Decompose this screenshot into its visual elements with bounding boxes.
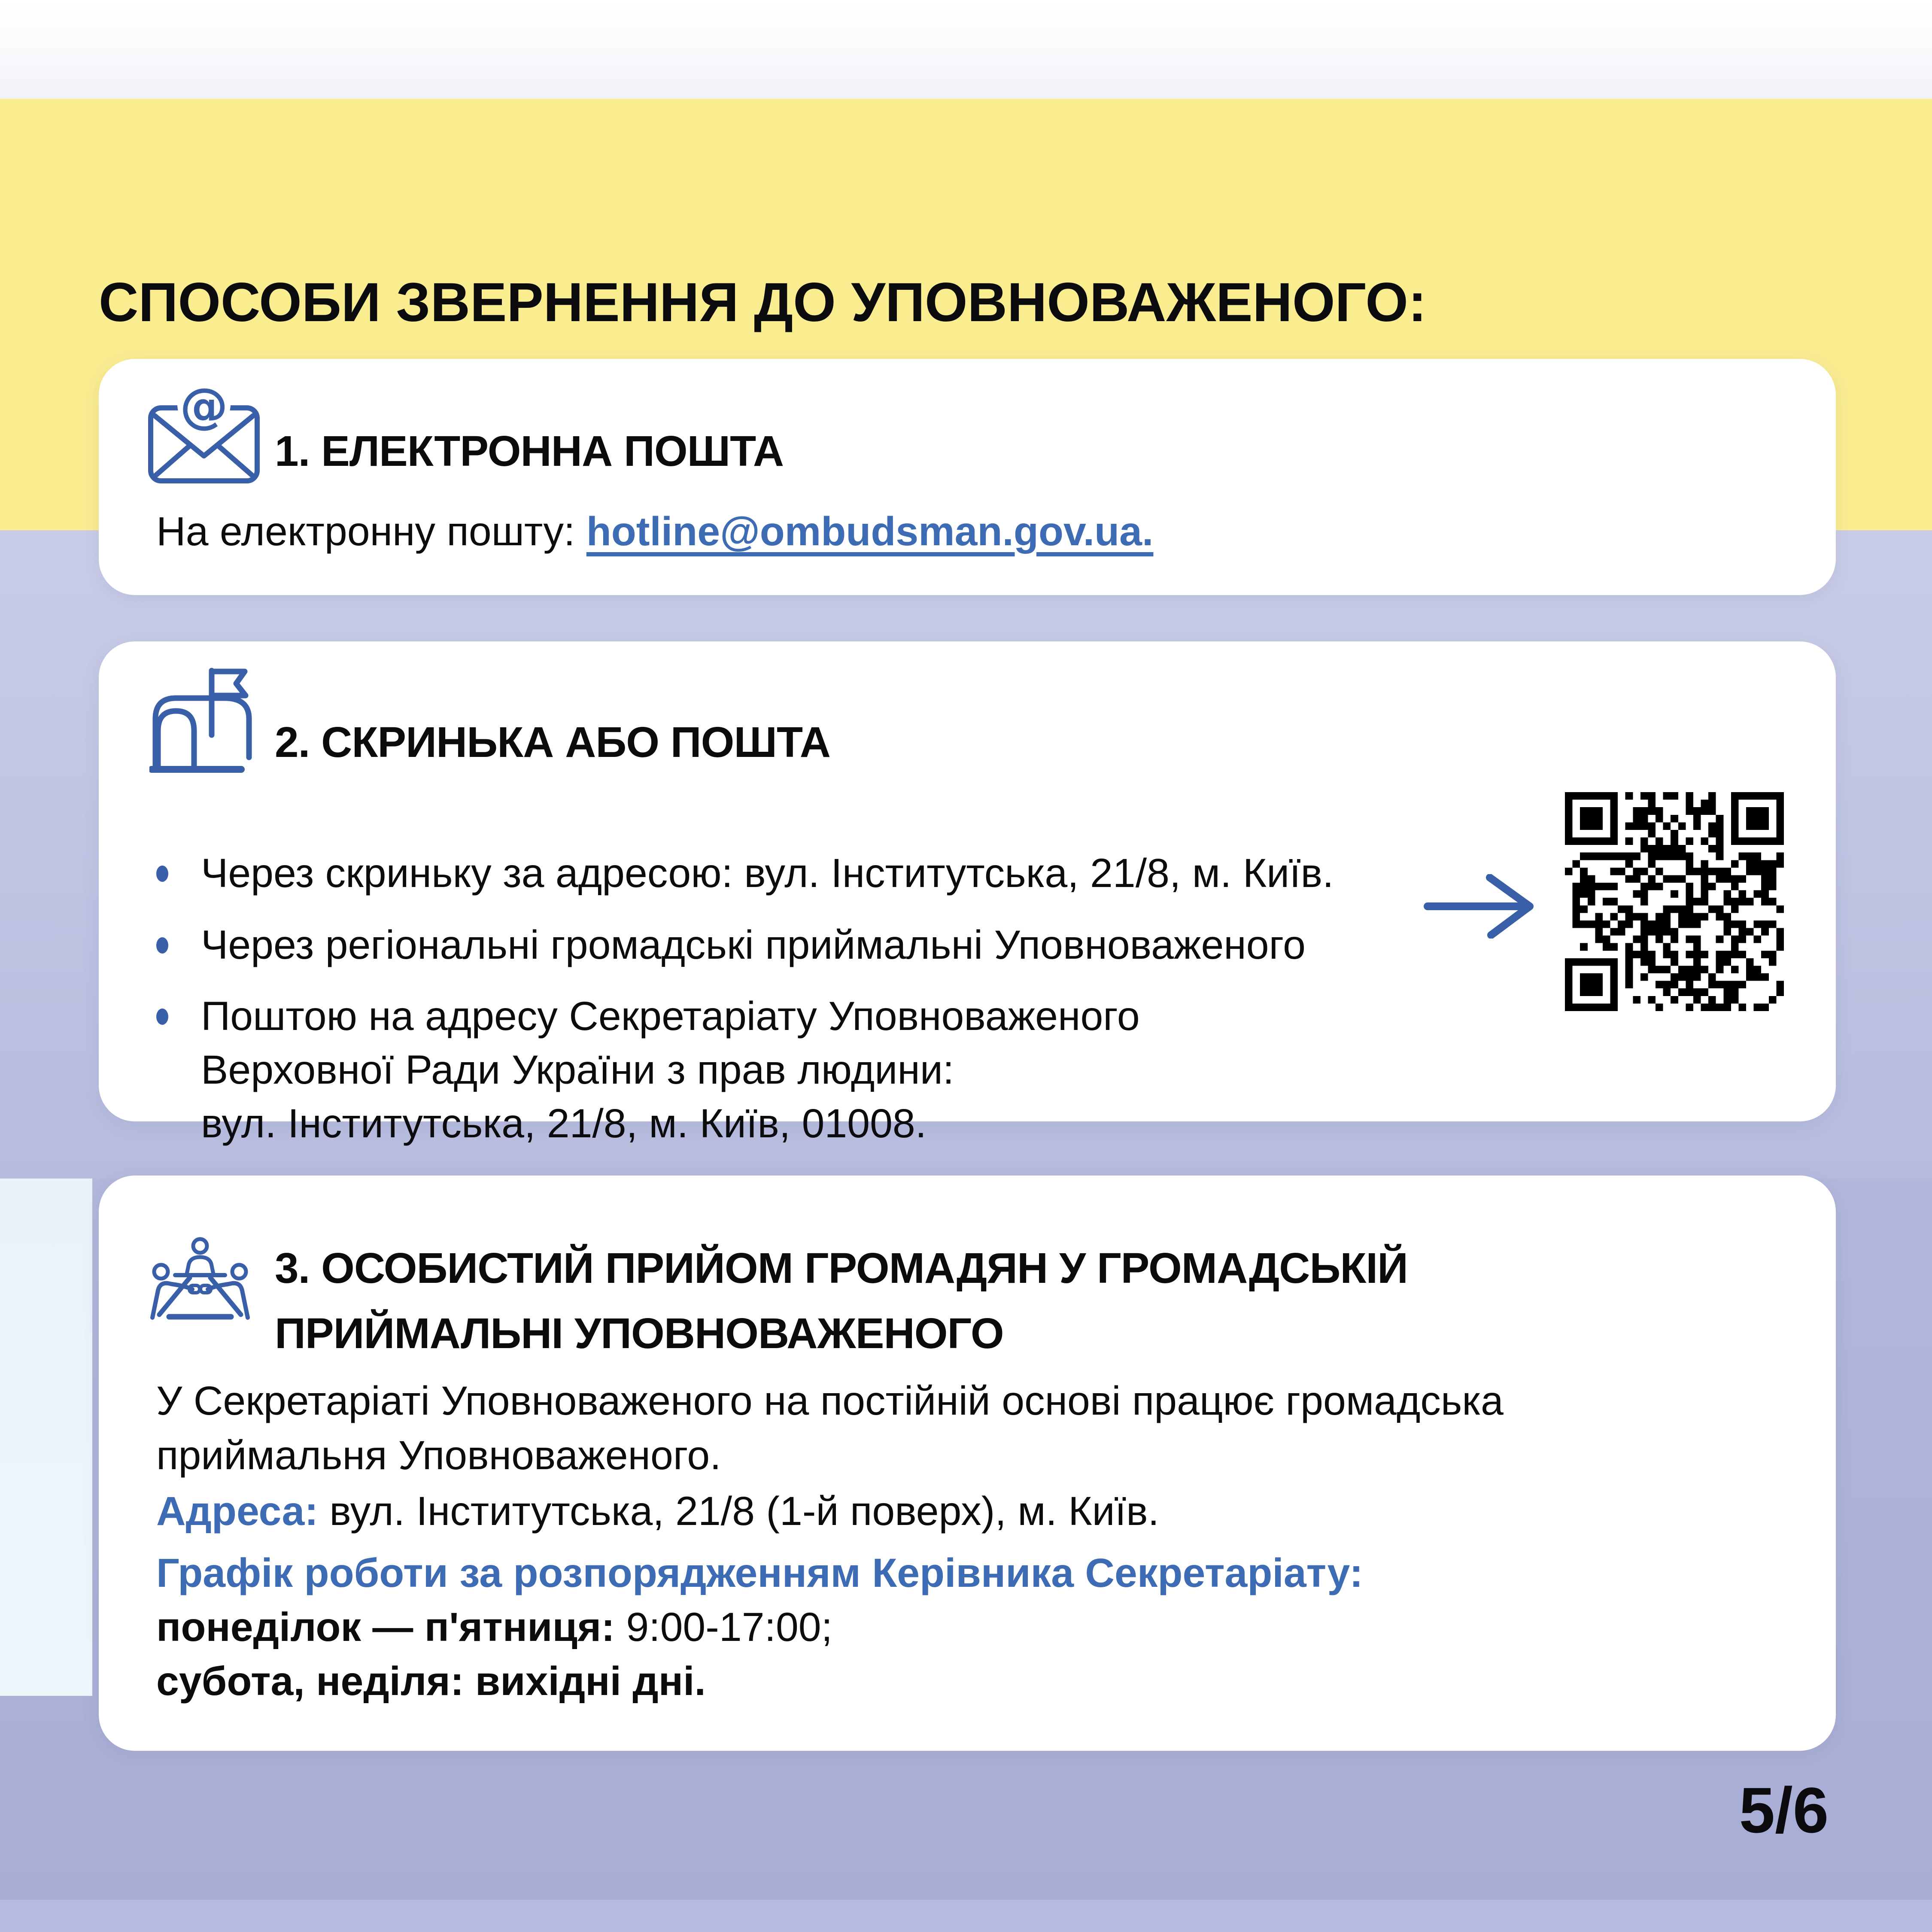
reception-weekdays [156, 1604, 832, 1651]
card-mailbox-heading: 2. СКРИНЬКА АБО ПОШТА [275, 718, 830, 766]
reception-paragraph-line1: У Секретаріаті Уповноваженого на постійній основі працює громадська [156, 1378, 1504, 1424]
page-number: 5/6 [1739, 1774, 1829, 1846]
card-mailbox [99, 641, 1836, 1146]
background-lightblue-strip [0, 1179, 92, 1696]
weekdays-value: 9:00-17:00; [614, 1604, 833, 1650]
email-body-prefix: На електронну пошту: [156, 509, 586, 554]
email-at-envelope-icon [147, 381, 261, 489]
page-title: СПОСОБИ ЗВЕРНЕННЯ ДО УПОВНОВАЖЕНОГО: [99, 271, 1427, 333]
card-reception [99, 1176, 1836, 1751]
email-link[interactable]: hotline@ombudsman.gov.ua. [586, 509, 1154, 554]
reception-heading-line1: 3. ОСОБИСТИЙ ПРИЙОМ ГРОМАДЯН У ГРОМАДСЬКІЙ [275, 1244, 1408, 1292]
weekdays-label: понеділок — п'ятниця: [156, 1604, 615, 1650]
people-meeting-table-icon [145, 1230, 255, 1327]
reception-schedule-label: Графік роботи за розпорядженням Керівника Секретаріату: [156, 1550, 1363, 1596]
bullet-post-line2: Верховної Ради України з прав людини: [201, 1047, 954, 1093]
card-email-body [156, 508, 1153, 555]
reception-address [156, 1488, 1159, 1535]
qr-code [1565, 792, 1784, 1011]
card-email [99, 359, 1836, 595]
card-email-heading: 1. ЕЛЕКТРОННА ПОШТА [275, 427, 784, 475]
reception-paragraph-line2: приймальня Уповноваженого. [156, 1433, 721, 1478]
mailbox-flag-icon [149, 666, 252, 774]
reception-paragraph [156, 1374, 1504, 1483]
reception-weekend: субота, неділя: вихідні дні. [156, 1659, 706, 1704]
address-label: Адреса: [156, 1488, 318, 1534]
mailbox-bullet-regional: Через регіональні громадські приймальні Уповноваженого [156, 918, 1306, 972]
svg-text:@: @ [180, 381, 228, 434]
background-white-band [0, 0, 1932, 99]
bullet-post-line1: Поштою на адресу Секретаріату Уповноваженого [201, 993, 1140, 1039]
card-reception-heading [275, 1236, 1408, 1366]
background-lavender-band-bottom [0, 1900, 1932, 1932]
mailbox-bullet-dropbox: Через скриньку за адресою: вул. Інститутська, 21/8, м. Київ. [156, 847, 1334, 900]
address-value: вул. Інститутська, 21/8 (1-й поверх), м. Київ. [318, 1488, 1159, 1534]
right-arrow-icon [1423, 874, 1535, 939]
reception-heading-line2: ПРИЙМАЛЬНІ УПОВНОВАЖЕНОГО [275, 1309, 1004, 1358]
bullet-post-line3: вул. Інститутська, 21/8, м. Київ, 01008. [201, 1101, 927, 1146]
mailbox-bullet-post [156, 990, 1140, 1151]
